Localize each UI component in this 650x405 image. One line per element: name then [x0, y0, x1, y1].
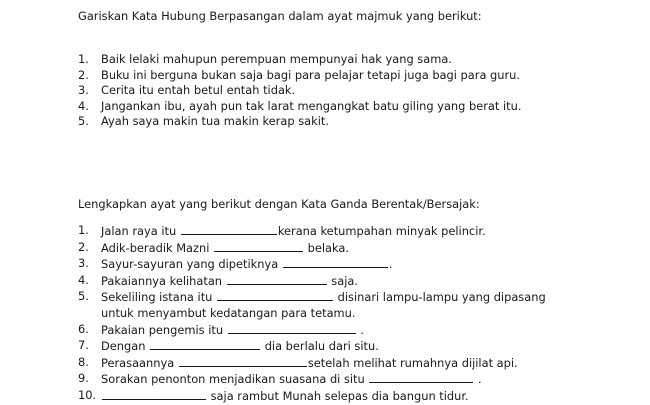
item-text-after: .	[388, 257, 393, 272]
item-text-after: belaka.	[307, 240, 350, 255]
item-number: 4.	[78, 272, 89, 287]
item-number: 1.	[78, 223, 89, 237]
item-text-before: Adik-beradik Mazni	[101, 240, 210, 255]
list-item	[78, 371, 578, 388]
list-item	[78, 322, 578, 339]
answer-blank[interactable]	[369, 371, 473, 383]
list-item	[78, 240, 578, 257]
answer-blank[interactable]	[228, 322, 356, 334]
answer-blank[interactable]	[214, 240, 303, 252]
list-item	[78, 99, 578, 115]
item-text-before: Pakaiannya kelihatan	[101, 273, 223, 288]
item-number: 5.	[78, 114, 89, 129]
item-text-after: kerana ketumpahan minyak pelincir.	[277, 224, 486, 238]
list-item	[78, 223, 578, 240]
list-item	[78, 388, 578, 405]
item-text: Jangankan ibu, ayah pun tak larat mengangkat batu giling yang berat itu.	[101, 98, 522, 113]
item-number: 1.	[78, 52, 89, 66]
item-number: 8.	[78, 354, 89, 369]
item-number: 3.	[78, 256, 89, 271]
answer-blank[interactable]	[179, 355, 307, 367]
answer-blank[interactable]	[227, 273, 327, 285]
list-item	[78, 68, 578, 84]
item-text-after: .	[360, 322, 364, 337]
section1-list	[78, 52, 578, 130]
list-item	[78, 83, 578, 99]
list-item	[78, 355, 578, 372]
item-number: 5.	[78, 289, 89, 304]
answer-blank[interactable]	[283, 256, 388, 268]
item-number: 3.	[78, 83, 89, 98]
list-item	[78, 114, 578, 130]
item-text-after: saja.	[331, 273, 358, 288]
list-item	[78, 338, 578, 355]
item-text-after: dia berlalu dari situ.	[264, 339, 379, 354]
list-item	[78, 273, 578, 290]
item-number: 2.	[78, 239, 89, 254]
item-number: 2.	[78, 67, 89, 82]
item-text-after: .	[478, 372, 482, 387]
item-text-before: Jalan raya itu	[101, 224, 177, 238]
item-text-before: Sekeliling istana itu	[101, 290, 213, 305]
item-text-before: Dengan	[101, 339, 146, 354]
list-item	[78, 52, 578, 68]
item-text-after: setelah melihat rumahnya dijilat api.	[307, 355, 518, 370]
item-text-after: saja rambut Munah selepas dia bangun tidur.	[210, 388, 469, 403]
item-text: Cerita itu entah betul entah tidak.	[101, 83, 296, 98]
item-text-before: Pakaian pengemis itu	[101, 322, 224, 337]
item-text-after: disinari lampu-lampu yang dipasang untuk menyambut kedatangan para tetamu.	[101, 290, 546, 320]
item-number: 10.	[78, 387, 97, 402]
section2-heading: Lengkapkan ayat yang berikut dengan Kata Ganda Berentak/Bersajak:	[78, 197, 480, 211]
list-item	[78, 289, 578, 321]
answer-blank[interactable]	[181, 223, 277, 235]
item-number: 4.	[78, 98, 89, 113]
item-text-before: Sayur-sayuran yang dipetiknya	[101, 257, 279, 272]
section1-heading: Gariskan Kata Hubung Berpasangan dalam ayat majmuk yang berikut:	[78, 9, 482, 23]
item-text: Buku ini berguna bukan saja bagi para pelajar tetapi juga bagi para guru.	[101, 67, 521, 82]
answer-blank[interactable]	[150, 338, 260, 350]
item-text: Ayah saya makin tua makin kerap sakit.	[101, 114, 329, 129]
item-number: 9.	[78, 371, 89, 386]
item-text-before: Perasaannya	[101, 355, 175, 370]
item-number: 6.	[78, 321, 89, 336]
answer-blank[interactable]	[217, 289, 333, 301]
item-text: Baik lelaki mahupun perempuan mempunyai hak yang sama.	[101, 52, 452, 66]
list-item	[78, 256, 578, 273]
item-text-before: Sorakan penonton menjadikan suasana di situ	[101, 372, 365, 387]
section2-list	[78, 223, 578, 405]
answer-blank[interactable]	[102, 388, 206, 400]
item-number: 7.	[78, 338, 89, 353]
